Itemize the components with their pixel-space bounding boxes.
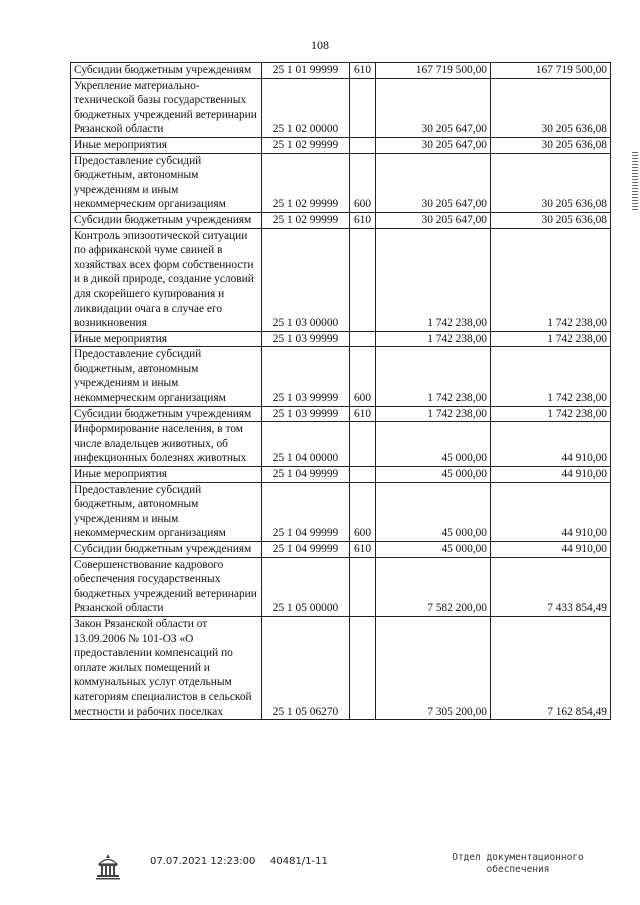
row-planned-amount-cell: 45 000,00 (376, 422, 491, 467)
row-executed-amount-cell: 44 910,00 (491, 467, 611, 483)
row-executed-amount-cell: 167 719 500,00 (491, 63, 611, 79)
row-executed-amount-cell: 30 205 636,08 (491, 153, 611, 212)
row-expense-type-cell (350, 78, 376, 137)
table-row (71, 228, 611, 331)
row-planned-amount-cell: 7 305 200,00 (376, 616, 491, 719)
row-executed-amount-cell: 1 742 238,00 (491, 331, 611, 347)
table-row (71, 78, 611, 137)
row-expense-type-cell (350, 557, 376, 616)
row-code-cell: 25 1 04 99999 (262, 467, 350, 483)
row-planned-amount-cell: 1 742 238,00 (376, 347, 491, 406)
row-executed-amount-cell: 44 910,00 (491, 482, 611, 541)
row-planned-amount-cell: 30 205 647,00 (376, 137, 491, 153)
row-name-cell: Субсидии бюджетным учреждениям (71, 542, 262, 558)
row-name-cell: Укрепление материально-технической базы государственных бюджетных учреждений ветеринарии Рязанской области (71, 78, 262, 137)
row-planned-amount-cell: 45 000,00 (376, 482, 491, 541)
table-body (71, 63, 611, 720)
row-name-cell: Иные мероприятия (71, 331, 262, 347)
row-expense-type-cell: 600 (350, 347, 376, 406)
page-number: 108 (311, 38, 329, 52)
table-row (71, 616, 611, 719)
row-executed-amount-cell: 1 742 238,00 (491, 347, 611, 406)
row-expense-type-cell (350, 422, 376, 467)
table-row (71, 331, 611, 347)
scan-edge-mark (632, 150, 638, 210)
table-row (71, 63, 611, 79)
row-planned-amount-cell: 1 742 238,00 (376, 228, 491, 331)
row-name-cell: Совершенствование кадрового обеспечения государственных бюджетных учреждений ветеринарии Рязанской области (71, 557, 262, 616)
row-executed-amount-cell: 1 742 238,00 (491, 406, 611, 422)
row-executed-amount-cell: 44 910,00 (491, 422, 611, 467)
building-emblem-icon (93, 852, 123, 882)
row-code-cell: 25 1 04 00000 (262, 422, 350, 467)
row-expense-type-cell (350, 616, 376, 719)
row-planned-amount-cell: 45 000,00 (376, 467, 491, 483)
row-executed-amount-cell: 30 205 636,08 (491, 78, 611, 137)
row-name-cell: Иные мероприятия (71, 137, 262, 153)
row-executed-amount-cell: 7 162 854,49 (491, 616, 611, 719)
table-row (71, 422, 611, 467)
row-planned-amount-cell: 30 205 647,00 (376, 153, 491, 212)
row-executed-amount-cell: 7 433 854,49 (491, 557, 611, 616)
row-code-cell: 25 1 03 99999 (262, 331, 350, 347)
row-code-cell: 25 1 02 99999 (262, 137, 350, 153)
row-code-cell: 25 1 03 99999 (262, 347, 350, 406)
row-name-cell: Предоставление субсидий бюджетным, автономным учреждениям и иным некоммерческим организациям (71, 347, 262, 406)
row-expense-type-cell: 610 (350, 212, 376, 228)
row-planned-amount-cell: 1 742 238,00 (376, 406, 491, 422)
row-name-cell: Контроль эпизоотической ситуации по африканской чуме свиней в хозяйствах всех форм собственности и в дикой природе, создание условий для скорейшего купирования и ликвидации очага в случае его возникновения (71, 228, 262, 331)
row-expense-type-cell (350, 137, 376, 153)
row-code-cell: 25 1 02 00000 (262, 78, 350, 137)
row-code-cell: 25 1 03 00000 (262, 228, 350, 331)
row-planned-amount-cell: 30 205 647,00 (376, 78, 491, 137)
table-row (71, 347, 611, 406)
row-executed-amount-cell: 1 742 238,00 (491, 228, 611, 331)
row-expense-type-cell: 610 (350, 406, 376, 422)
row-name-cell: Предоставление субсидий бюджетным, автономным учреждениям и иным некоммерческим организациям (71, 482, 262, 541)
row-expense-type-cell: 610 (350, 63, 376, 79)
row-planned-amount-cell: 7 582 200,00 (376, 557, 491, 616)
table-row (71, 467, 611, 483)
table-row (71, 153, 611, 212)
row-name-cell: Иные мероприятия (71, 467, 262, 483)
row-name-cell: Предоставление субсидий бюджетным, автономным учреждениям и иным некоммерческим организациям (71, 153, 262, 212)
row-expense-type-cell (350, 228, 376, 331)
table-row (71, 557, 611, 616)
table-row (71, 212, 611, 228)
row-code-cell: 25 1 02 99999 (262, 212, 350, 228)
row-code-cell: 25 1 04 99999 (262, 482, 350, 541)
row-executed-amount-cell: 30 205 636,08 (491, 212, 611, 228)
row-name-cell: Информирование населения, в том числе владельцев животных, об инфекционных болезнях животных (71, 422, 262, 467)
row-name-cell: Субсидии бюджетным учреждениям (71, 406, 262, 422)
row-name-cell: Закон Рязанской области от 13.09.2006 № 101-ОЗ «О предоставлении компенсаций по оплате жилых помещений и коммунальных услуг отдельным категориям специалистов в сельской местности и рабочих поселках (71, 616, 262, 719)
row-planned-amount-cell: 45 000,00 (376, 542, 491, 558)
footer-department: Отдел документационного обеспечения (452, 852, 584, 875)
row-name-cell: Субсидии бюджетным учреждениям (71, 63, 262, 79)
row-code-cell: 25 1 04 99999 (262, 542, 350, 558)
row-planned-amount-cell: 167 719 500,00 (376, 63, 491, 79)
table-row (71, 137, 611, 153)
table-row (71, 482, 611, 541)
table-row (71, 542, 611, 558)
row-code-cell: 25 1 01 99999 (262, 63, 350, 79)
budget-table (70, 62, 611, 720)
row-expense-type-cell (350, 331, 376, 347)
row-expense-type-cell: 600 (350, 153, 376, 212)
row-code-cell: 25 1 03 99999 (262, 406, 350, 422)
row-expense-type-cell (350, 467, 376, 483)
row-expense-type-cell: 610 (350, 542, 376, 558)
table-row (71, 406, 611, 422)
row-planned-amount-cell: 1 742 238,00 (376, 331, 491, 347)
row-executed-amount-cell: 30 205 636,08 (491, 137, 611, 153)
row-planned-amount-cell: 30 205 647,00 (376, 212, 491, 228)
row-code-cell: 25 1 05 00000 (262, 557, 350, 616)
page-footer (0, 852, 640, 892)
row-code-cell: 25 1 02 99999 (262, 153, 350, 212)
row-expense-type-cell: 600 (350, 482, 376, 541)
row-code-cell: 25 1 05 06270 (262, 616, 350, 719)
row-executed-amount-cell: 44 910,00 (491, 542, 611, 558)
footer-date: 07.07.2021 12:23:00 (150, 856, 256, 867)
row-name-cell: Субсидии бюджетным учреждениям (71, 212, 262, 228)
footer-document-number: 40481/1-11 (270, 856, 328, 867)
